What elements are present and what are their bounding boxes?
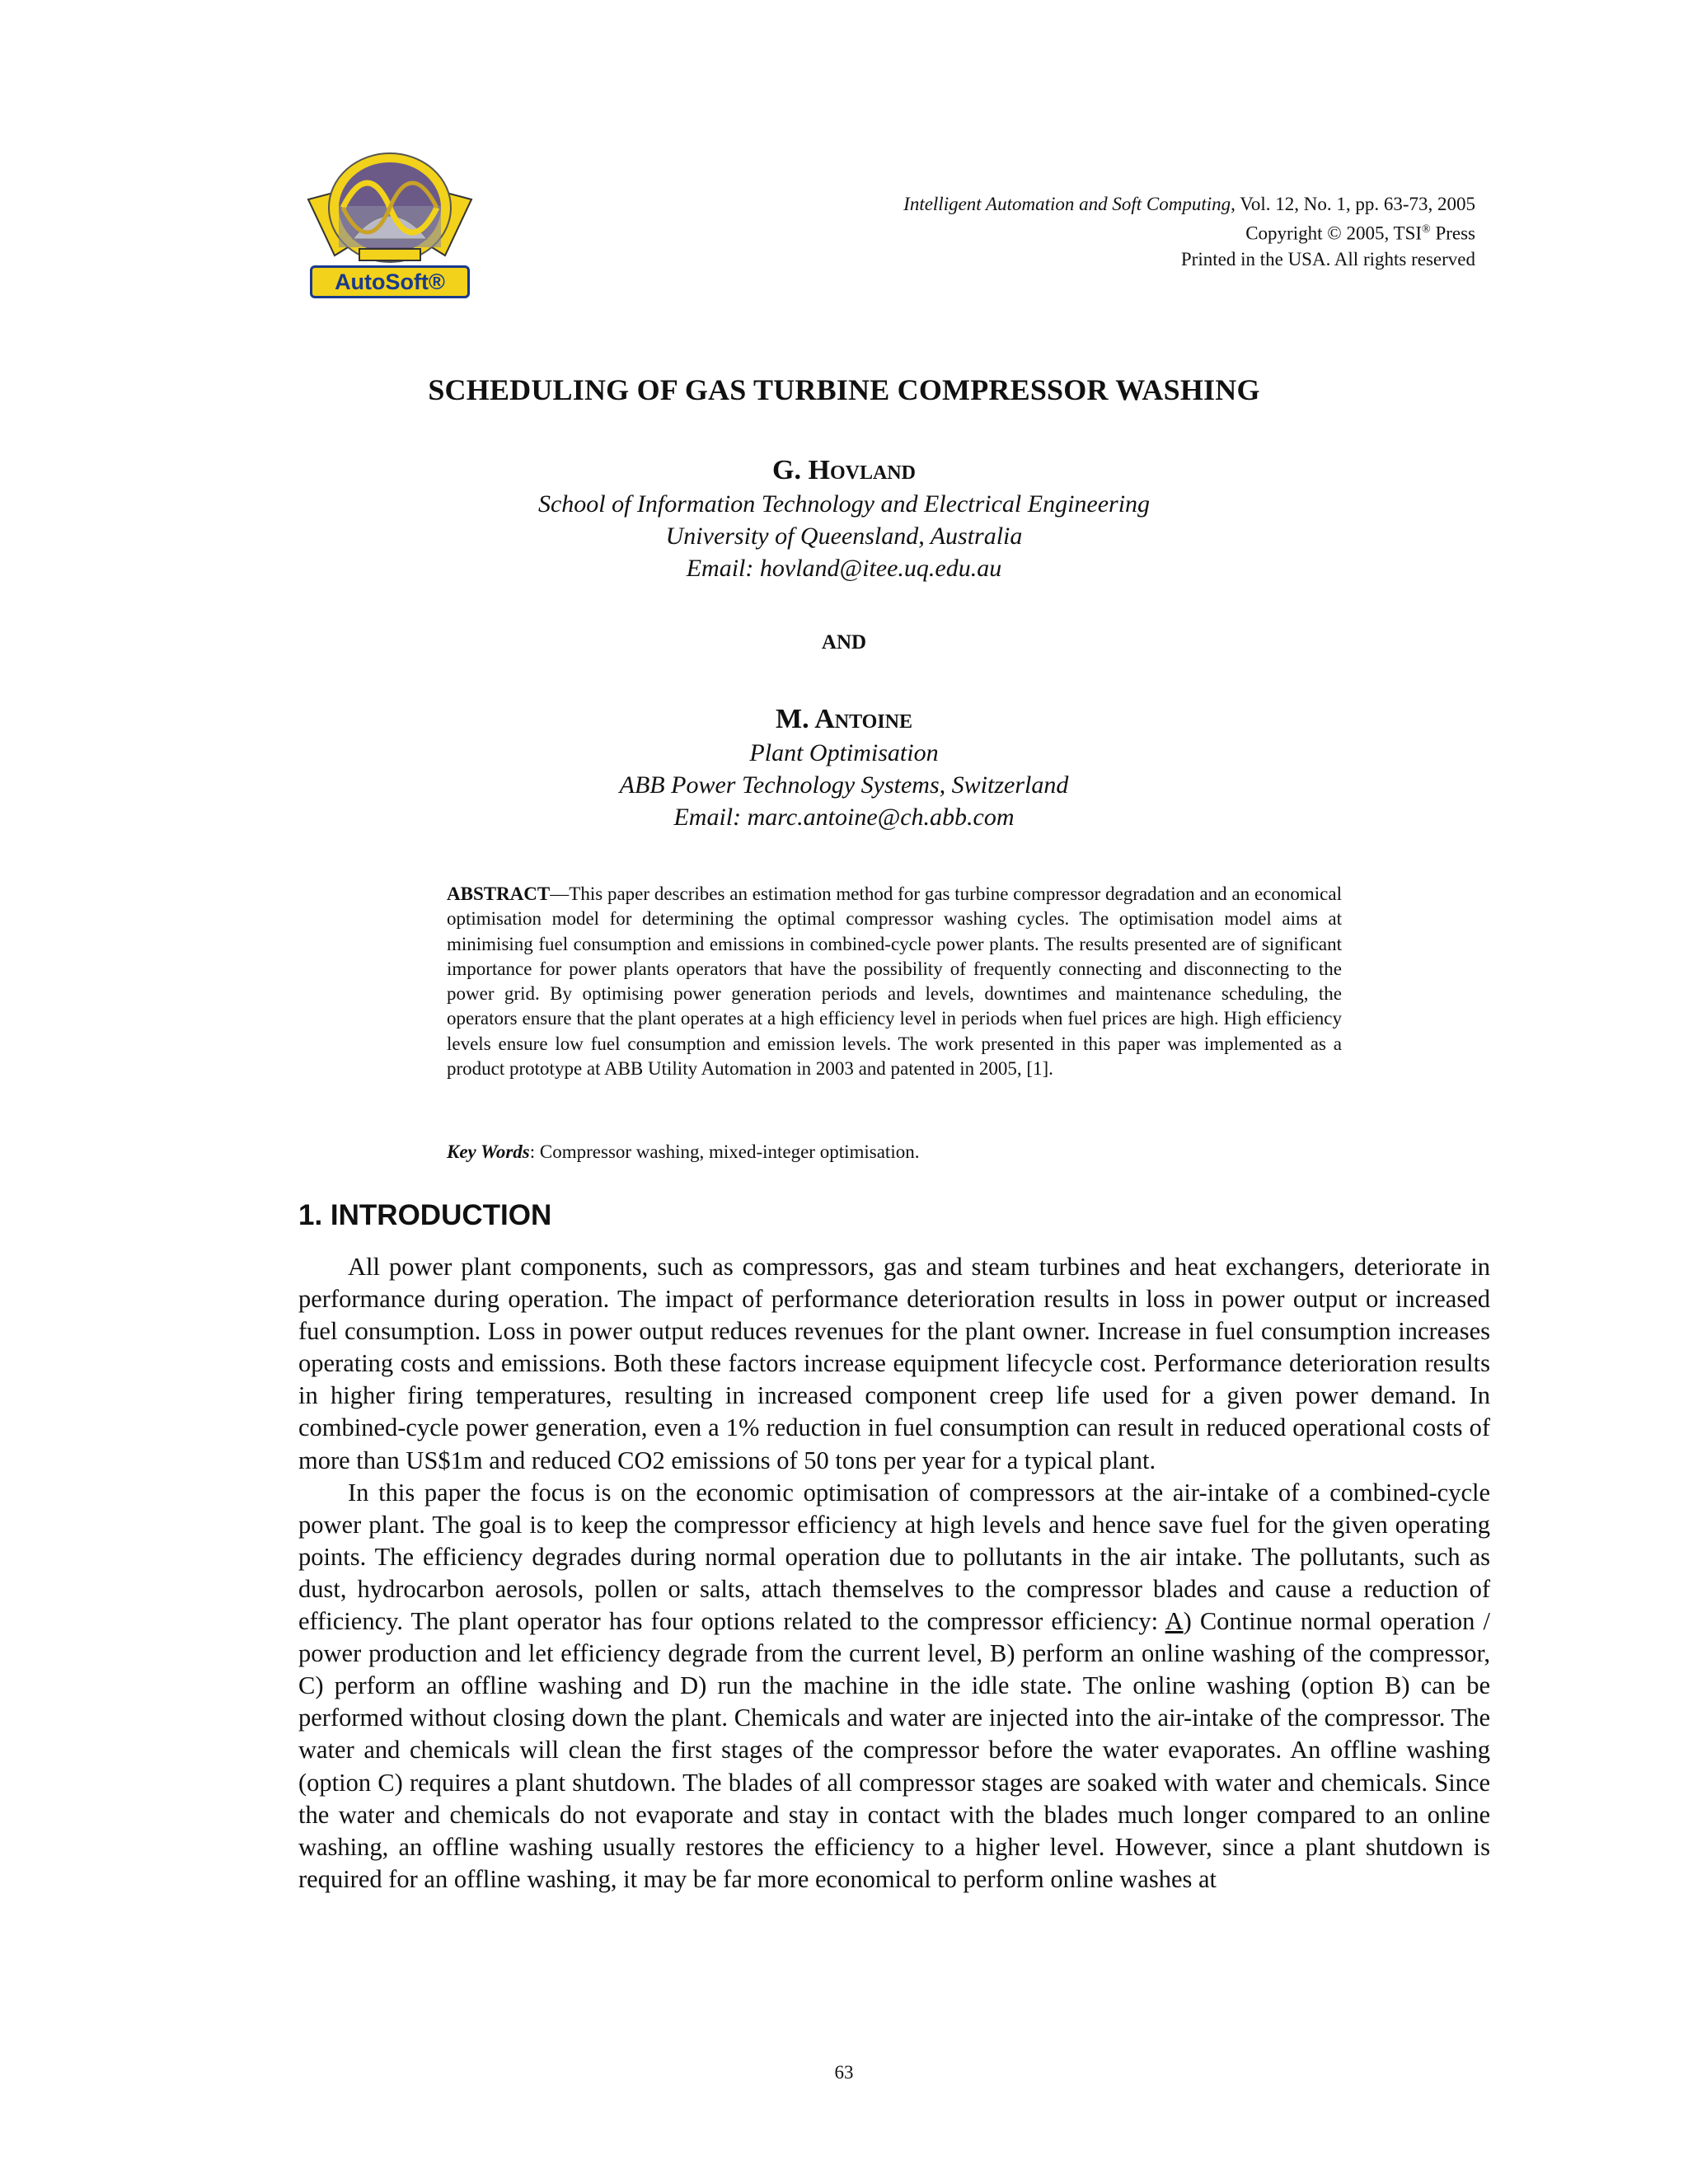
paragraph: All power plant components, such as compressors, gas and steam turbines and heat exchangers, deteriorate in performance during operation. The impact of performance deterioration results in loss in power output or increased fuel consumption. Loss in power output reduces revenues for the plant owner. Increase in fuel consumption increases operating costs and emissions. Both these factors increase equipment lifecycle cost. Performance deterioration results in higher firing temperatures, resulting in increased component creep life used for a given power demand. In combined-cycle power generation, even a 1% reduction in fuel consumption can result in reduced operational costs of more than US$1m and reduced CO2 emissions of 50 tons per year for a typical plant.	[298, 1253, 1490, 1474]
journal-header	[903, 191, 1475, 272]
copyright-line	[903, 217, 1475, 246]
paragraph-text: ) Continue normal operation / power production and let efficiency degrade from the current level, B) perform an online washing of the compressor, C) perform an offline washing and D) run the machine in the idle state. The online washing (option B) can be performed without closing down the plant. Chemicals and water are injected into the air-intake of the compressor. The water and chemicals will clean the first stages of the compressor before the water evaporates. An offline washing (option C) requires a plant shutdown. The blades of all compressor stages are soaked with water and chemicals. Since the water and chemicals do not evaporate and stay in contact with the blades much longer compared to an online washing, an offline washing usually restores the efficiency to a higher level. However, since a plant shutdown is required for an offline washing, it may be far more economical to perform online washes at	[298, 1607, 1490, 1893]
journal-citation-line	[903, 191, 1475, 217]
paragraph-text: In this paper the focus is on the economic optimisation of compressors at the air-intake of a combined-cycle power plant. The goal is to keep the compressor efficiency at high levels and hence save fuel for the given operating points. The efficiency degrades during normal operation due to pollutants in the air intake. The pollutants, such as dust, hydrocarbon aerosols, pollen or salts, attach themselves to the compressor blades and cause a reduction of efficiency. The plant operator has four options related to the compressor efficiency:	[298, 1478, 1490, 1636]
paper-title: SCHEDULING OF GAS TURBINE COMPRESSOR WASHING	[428, 373, 1260, 406]
author-block-1	[0, 453, 1688, 584]
registered-mark: ®	[1422, 223, 1431, 236]
keywords	[447, 1141, 1342, 1163]
logo-label: AutoSoft®	[310, 265, 470, 298]
author-block-2	[0, 702, 1688, 833]
author-affiliation: Plant Optimisation	[749, 739, 939, 766]
page-number: 63	[834, 2062, 854, 2083]
author-email: Email: hovland@itee.uq.edu.au	[686, 555, 1002, 582]
author-name: M. Antoine	[775, 704, 913, 734]
keywords-heading: Key Words	[447, 1141, 530, 1162]
autosoft-logo	[302, 150, 478, 303]
section-heading: 1. INTRODUCTION	[298, 1199, 552, 1231]
abstract-heading: ABSTRACT	[447, 883, 551, 904]
underlined-text: A	[1165, 1607, 1184, 1636]
copyright-text: Copyright © 2005, TSI	[1245, 223, 1423, 244]
paragraph	[298, 1477, 1490, 1896]
journal-citation: , Vol. 12, No. 1, pp. 63-73, 2005	[1231, 194, 1475, 214]
abstract	[447, 882, 1342, 1081]
copyright-press: Press	[1430, 223, 1475, 244]
author-affiliation: ABB Power Technology Systems, Switzerland	[619, 771, 1069, 799]
author-affiliation: University of Queensland, Australia	[665, 523, 1023, 550]
abstract-text: —This paper describes an estimation method for gas turbine compressor degradation and an economical optimisation model for determining the optimal compressor washing cycles. The optimisation model aims at minimising fuel consumption and emissions in combined-cycle power plants. The results presented are of significant importance for power plants operators that have the possibility of frequently connecting and disconnecting to the power grid. By optimising power generation periods and levels, downtimes and maintenance scheduling, the operators ensure that the plant operates at a high efficiency level in periods when fuel prices are high. High efficiency levels ensure low fuel consumption and emission levels. The work presented in this paper was implemented as a product prototype at ABB Utility Automation in 2003 and patented in 2005, [1].	[447, 883, 1342, 1080]
journal-name: Intelligent Automation and Soft Computing	[903, 194, 1231, 214]
keywords-text: : Compressor washing, mixed-integer optimisation.	[529, 1141, 920, 1162]
author-email: Email: marc.antoine@ch.abb.com	[673, 804, 1015, 831]
author-affiliation: School of Information Technology and Electrical Engineering	[537, 490, 1151, 518]
author-separator: AND	[821, 631, 867, 654]
section-body	[298, 1251, 1490, 1896]
author-name: G. Hovland	[772, 455, 916, 485]
logo-emblem-icon	[302, 150, 478, 274]
printed-line: Printed in the USA. All rights reserved	[1180, 248, 1475, 269]
